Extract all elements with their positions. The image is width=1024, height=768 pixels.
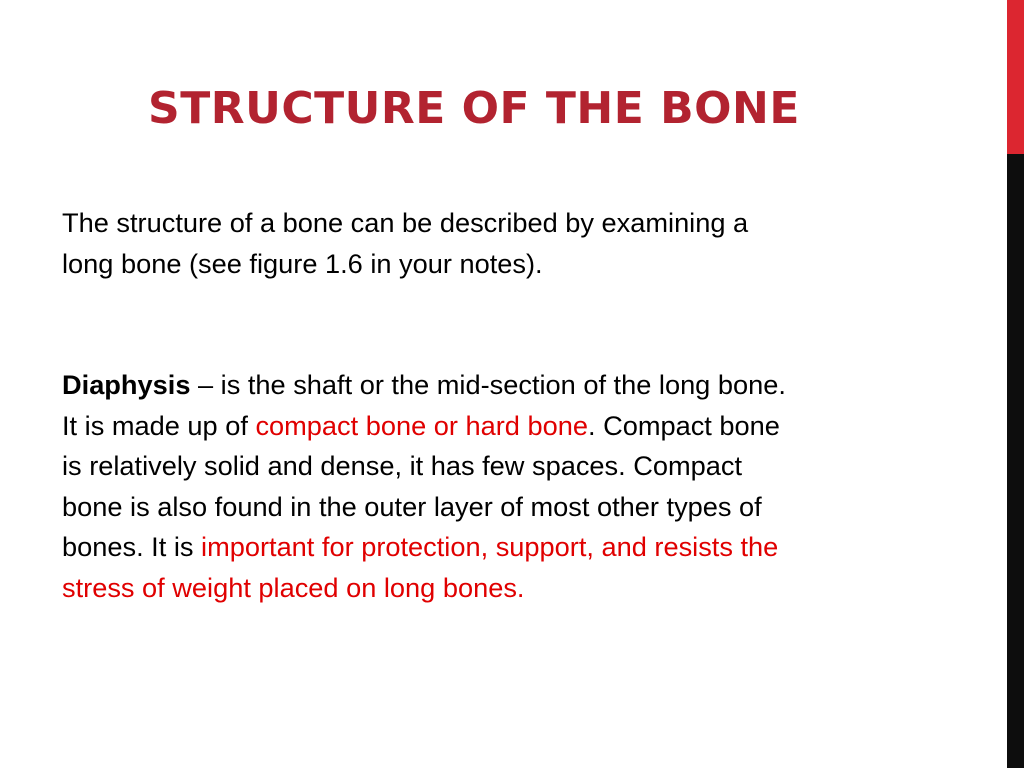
slide-title: STRUCTURE OF THE BONE bbox=[148, 83, 800, 134]
diaphysis-text-3: . Compact bone bbox=[587, 409, 780, 441]
intro-paragraph bbox=[62, 203, 992, 284]
diaphysis-paragraph bbox=[62, 365, 992, 608]
diaphysis-text-6: bones. It is bbox=[62, 531, 202, 562]
importance-highlight-2: stress of weight placed on long bones. bbox=[62, 571, 525, 603]
diaphysis-definition: – is the shaft or the mid-section of the long bone. bbox=[190, 369, 786, 400]
intro-line-2: long bone (see figure 1.6 in your notes). bbox=[62, 247, 543, 279]
diaphysis-term: Diaphysis bbox=[62, 369, 191, 400]
diaphysis-text-4: is relatively solid and dense, it has few spaces. Compact bbox=[62, 450, 743, 481]
diaphysis-text-5: bone is also found in the outer layer of most other types of bbox=[62, 490, 762, 522]
importance-highlight-1: important for protection, support, and resists the bbox=[201, 531, 779, 562]
compact-bone-highlight: compact bone or hard bone bbox=[255, 409, 588, 441]
side-accent-bar-dark bbox=[1007, 154, 1024, 768]
paragraph-spacer bbox=[62, 284, 992, 365]
diaphysis-text-2: It is made up of bbox=[62, 409, 256, 441]
side-accent-bar-red bbox=[1007, 0, 1024, 154]
intro-line-1: The structure of a bone can be described by examining a bbox=[62, 207, 749, 238]
slide-body bbox=[62, 203, 992, 608]
